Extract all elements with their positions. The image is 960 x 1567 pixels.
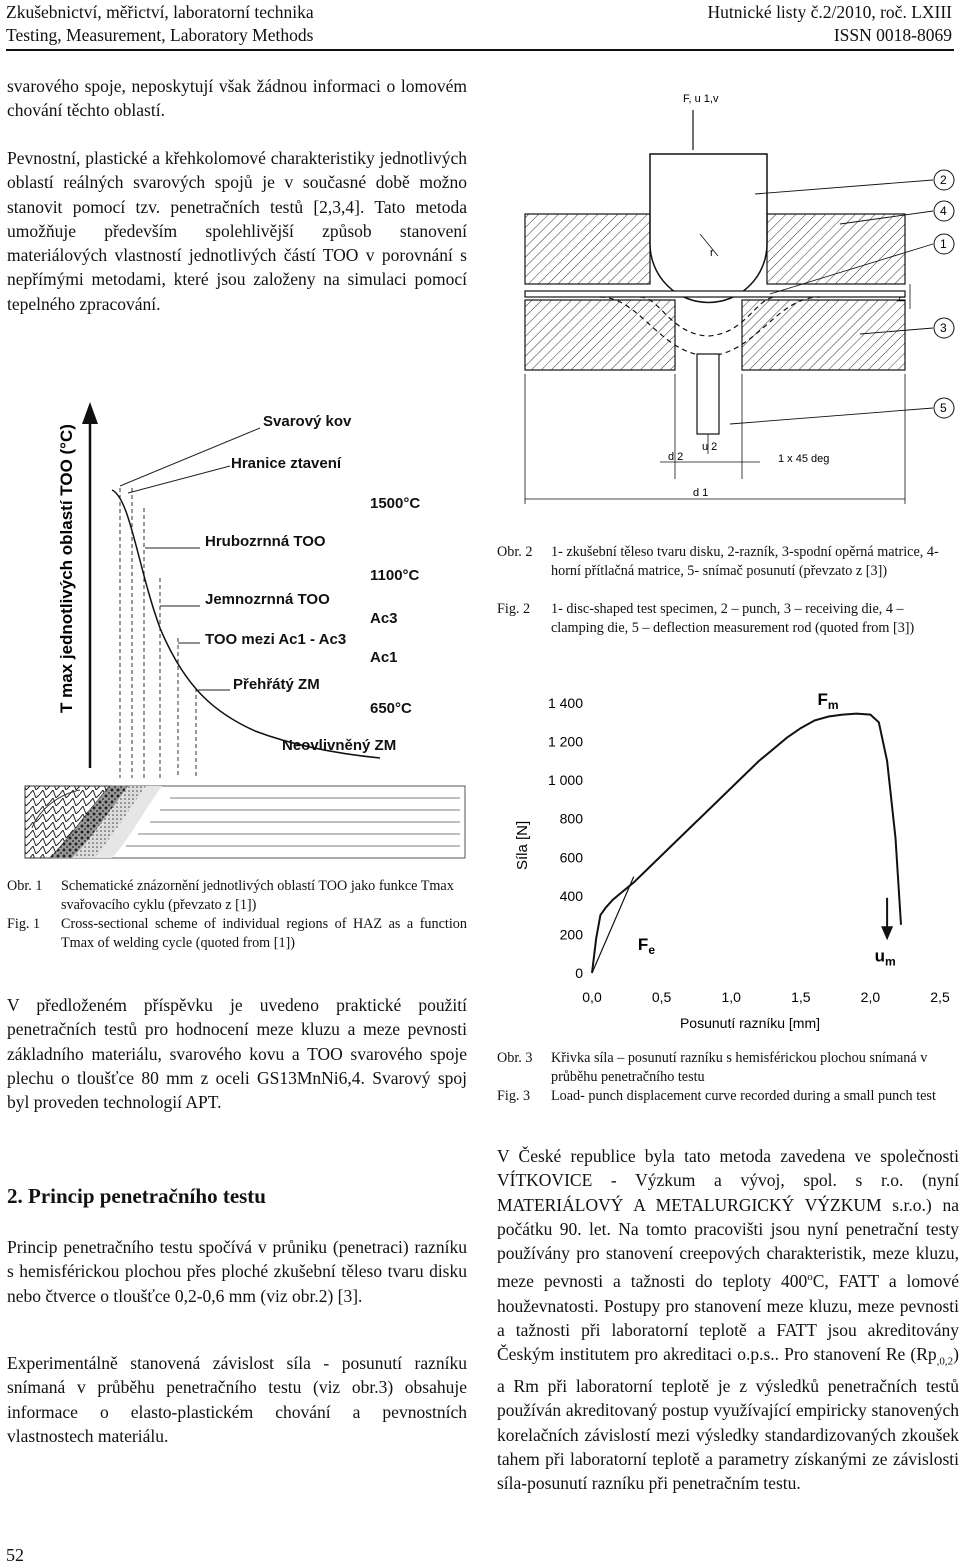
- y-tick-label: 400: [559, 887, 583, 904]
- fig1-caption-cz: [7, 877, 467, 917]
- fig2-u2-label: u 2: [702, 441, 718, 453]
- x-tick-label: 1,5: [791, 989, 811, 1005]
- x-tick-label: 2,0: [860, 989, 881, 1005]
- temp-1500: 1500°C: [370, 495, 421, 512]
- fig2-top-label: F, u 1,v: [683, 93, 719, 105]
- p-cz-sup: o: [807, 1271, 813, 1284]
- figure-2-test-rig: [520, 84, 960, 504]
- y-tick-label: 1 400: [547, 695, 583, 711]
- paragraph-dependence: Experimentálně stanovená závislost síla - posunutí razníku snímaná v průběhu penetračního testu (viz obr.3) obsahuje informace o elasto-plastickém chování a pevnostních vlastnostech materiálu.: [7, 1353, 467, 1446]
- fig1-caption-cz-text: Schematické znázornění jednotlivých oblastí TOO jako funkce Tmax svařovacího cyklu (převzato z [1]): [61, 878, 454, 913]
- t-axis-label: T max jednotlivých oblastí TOO (°C): [57, 424, 76, 713]
- fig2-measurement-rod: [697, 354, 719, 434]
- fig1-caption-en-label: Fig. 1: [7, 916, 41, 932]
- x-tick-label: 1,0: [721, 989, 741, 1005]
- header-rule: [6, 49, 954, 51]
- annotation-fe: $F_e$: [637, 934, 656, 957]
- header-right-line1: Hutnické listy č.2/2010, roč. LXIII: [707, 2, 952, 22]
- page-number: 52: [6, 1545, 24, 1565]
- header-left-line2: Testing, Measurement, Laboratory Methods: [6, 25, 314, 45]
- paragraph-czech-republic: [497, 1144, 959, 1495]
- paragraph-application: V předloženém příspěvku je uvedeno praktické použití penetračních testů pro hodnocení meze kluzu a meze pevnosti základního materiálu, svarového kovu a TOO svarového spoje plechu o tloušťce 80 mm z oceli GS13MnNi6,4. Svarový spoj byl proveden technologií APT.: [7, 995, 467, 1113]
- fig2-caption-en-label: Fig. 2: [497, 601, 531, 617]
- fig1-caption-en-text: Cross-sectional scheme of individual regions of HAZ as a function Tmax of welding cycle (quoted from [1]): [61, 916, 467, 951]
- fig2-d2-label: d 2: [668, 451, 684, 463]
- y-tick-label: 800: [559, 810, 583, 827]
- section-title-principle: 2. Princip penetračního testu: [7, 1184, 266, 1208]
- fig2-callout-3: 3: [940, 321, 947, 335]
- fig3-caption-cz-text: Křivka síla – posunutí razníku s hemisférickou plochou snímaná v průběhu penetračního testu: [551, 1050, 928, 1085]
- tmax-curve: [112, 490, 380, 758]
- fig2-callout-4: 4: [940, 204, 947, 218]
- x-tick-label: 0,0: [582, 989, 602, 1005]
- header-right-line2: ISSN 0018-8069: [833, 25, 952, 45]
- fig2-r-label: r: [710, 247, 714, 259]
- x-tick-label: 2,5: [930, 989, 950, 1005]
- fig3-caption-cz: [497, 1049, 957, 1089]
- p-cz-part1: V České republice byla tato metoda zavedena ve společnosti VÍTKOVICE - Výzkum a vývoj, spol. s r.o. (nyní MATERIÁLOVÝ A METALURGICKÝ VÝZKUM s.r.o.) na počátku 90. let. Na tomto pracovišti jsou nyní penetrační testy používány pro stanovení creepových charakteristik, meze kluzu, meze pevnosti a tažnosti do teploty 400: [497, 1146, 959, 1292]
- header-left-line1: Zkušebnictví, měřictví, laboratorní technika: [6, 2, 314, 22]
- temp-ac1: Ac1: [370, 649, 398, 666]
- fig2-caption-en: [497, 600, 957, 660]
- paragraph-intro: svarového spoje, neposkytují však žádnou informaci o lomovém chování těchto oblastí.: [7, 76, 467, 121]
- region-hrubozrnna: Hrubozrnná TOO: [205, 533, 326, 550]
- fig2-receiving-die-right: [742, 300, 905, 370]
- fig1-caption-en: [7, 915, 467, 955]
- weld-cross-section: [25, 786, 465, 858]
- region-neovlivneny: Neovlivněný ZM: [282, 737, 397, 754]
- figure-3-load-displacement-chart: [495, 690, 960, 1035]
- fig2-receiving-die-left: [525, 300, 675, 370]
- temp-1100: 1100°C: [370, 567, 420, 584]
- y-tick-label: 600: [559, 849, 583, 866]
- fig2-callout-1: 1: [940, 237, 947, 251]
- annotation-fm: $F_m$: [817, 690, 839, 712]
- fig1-caption-cz-label: Obr. 1: [7, 878, 43, 894]
- region-ac1-ac3: TOO mezi Ac1 - Ac3: [205, 631, 347, 648]
- chart-x-label: Posunutí razníku [mm]: [679, 1015, 821, 1031]
- temp-650: 650°C: [370, 700, 412, 717]
- p-cz-sub: ,0,2: [936, 1355, 954, 1368]
- fig2-caption-cz-label: Obr. 2: [497, 544, 533, 560]
- figure-1-haz-scheme: [20, 398, 470, 868]
- fig2-caption-cz-text: 1- zkušební těleso tvaru disku, 2-razník, 3-spodní opěrná matrice, 4-horní přítlačná matrice, 5- snímač posunutí (převzato z [3]): [551, 544, 939, 579]
- fig2-d1-label: d 1: [693, 487, 709, 499]
- region-svarovy-kov: Svarový kov: [263, 413, 352, 430]
- fig2-chamfer-label: 1 x 45 deg: [778, 453, 830, 465]
- y-tick-label: 200: [559, 926, 583, 943]
- temp-ac3: Ac3: [370, 610, 398, 627]
- fig2-callout-2: 2: [940, 173, 947, 187]
- annotation-um: $u_m$: [874, 946, 896, 969]
- fig2-caption-en-text: 1- disc-shaped test specimen, 2 – punch, 3 – receiving die, 4 – clamping die, 5 – deflection measurement rod (quoted from [3]): [551, 601, 915, 636]
- fig2-callout-5: 5: [940, 401, 947, 415]
- region-hranice-ztaveni: Hranice ztavení: [231, 455, 342, 472]
- x-tick-label: 0,5: [651, 989, 672, 1005]
- paragraph-strength: Pevnostní, plastické a křehkolomové charakteristiky jednotlivých oblastí reálných svarových spojů je v současné době možno stanovit pomocí tzv. penetračních testů [2,3,4]. Tato metoda umožňuje především spolehlivější způsob stanovení materiálových vlastností jednotlivých částí TOO v porovnání s nepřímými metodami, které jsou založeny na simulaci pomocí tepelného zpracování.: [7, 148, 467, 314]
- y-tick-label: 0: [575, 965, 583, 981]
- y-tick-label: 1 200: [547, 733, 583, 750]
- fig3-caption-cz-label: Obr. 3: [497, 1050, 533, 1066]
- fig2-clamping-die-left: [525, 214, 650, 284]
- y-tick-label: 1 000: [547, 772, 583, 789]
- fig3-caption-en: [497, 1087, 957, 1127]
- p-cz-part2: C, FATT a lomové houževnatosti. Postupy pro stanovení meze kluzu, meze pevnosti a tažnosti při laboratorní teplotě a FATT jsou akreditovány Českým institutem pro akreditaci o.p.s.. Pro stanovení Re (Rp: [497, 1271, 959, 1365]
- fig2-caption-cz: [497, 543, 957, 603]
- chart-y-label: Síla [N]: [514, 820, 531, 870]
- region-prehraty: Přehřátý ZM: [233, 676, 320, 693]
- t-axis-arrow-icon: [82, 402, 98, 424]
- p-cz-part3: ) a Rm při laboratorní teplotě je z výsledků penetračních testů používán akreditovaný postup využívající empiricky stanovených korelačních závislostí mezi výsledky standardizovaných zkoušek tahem při laboratorní teplotě a parametry získanými ze závislosti síla-posunutí razníku při penetračním testu.: [497, 1344, 959, 1494]
- region-jemnozrnna: Jemnozrnná TOO: [205, 591, 330, 608]
- fig3-caption-en-label: Fig. 3: [497, 1088, 531, 1104]
- fig2-punch: [650, 154, 767, 302]
- um-arrow-icon: [881, 898, 893, 940]
- paragraph-principle: Princip penetračního testu spočívá v průniku (penetraci) razníku s hemisférickou plochou přes ploché zkušební těleso tvaru disku nebo čtverce o tloušťce 0,2-0,6 mm (viz obr.2) [3].: [7, 1237, 467, 1306]
- fig2-h-label: h: [896, 295, 908, 302]
- fig3-caption-en-text: Load- punch displacement curve recorded during a small punch test: [551, 1088, 936, 1104]
- fig2-specimen: [525, 291, 905, 297]
